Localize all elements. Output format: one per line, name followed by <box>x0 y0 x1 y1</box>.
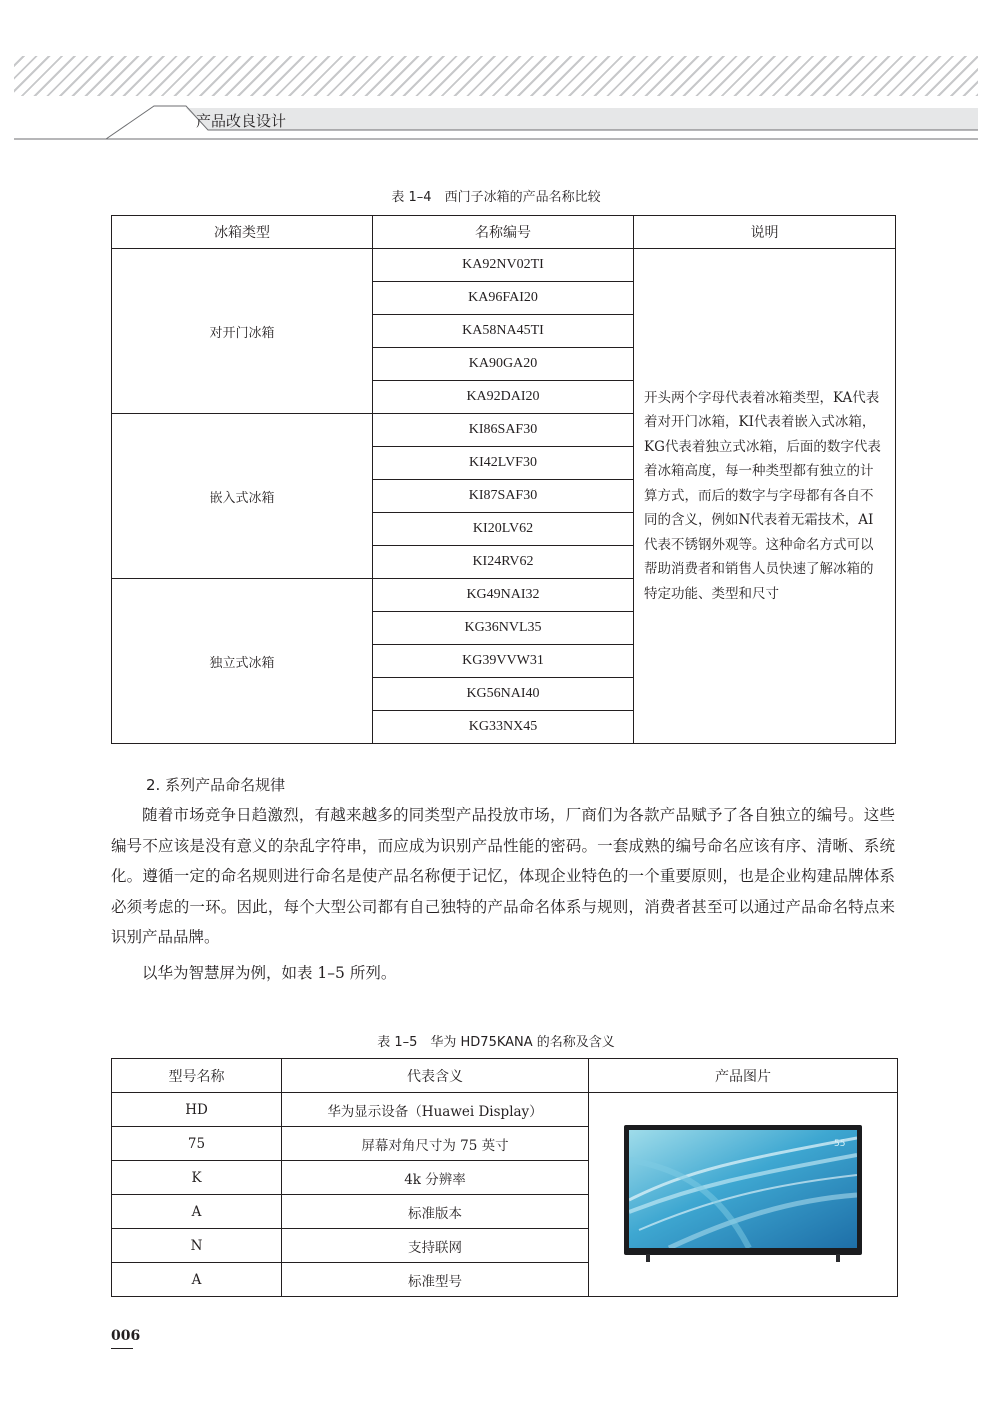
model-code-cell: KG56NAI40 <box>373 678 634 711</box>
section-heading: 2. 系列产品命名规律 <box>146 776 286 794</box>
description-cell: 开头两个字母代表着冰箱类型，KA代表着对开门冰箱，KI代表着嵌入式冰箱，KG代表着独立式冰箱，后面的数字代表着冰箱高度，每一种类型都有独立的计算方式，而后的数字与字母都有各自不同的含义，例如N代表着无霜技术，AI代表不锈钢外观等。这种命名方式可以帮助消费者和销售人员快速了解冰箱的特定功能、类型和尺寸 <box>634 249 896 744</box>
table-header-cell: 产品图片 <box>589 1059 898 1093</box>
model-letter-cell: K <box>112 1161 282 1195</box>
meaning-cell: 标准版本 <box>282 1195 589 1229</box>
header-bar <box>14 100 978 140</box>
page-number: 006 <box>111 1328 141 1344</box>
fridge-type-cell: 独立式冰箱 <box>112 579 373 744</box>
model-code-cell: KG39VVW31 <box>373 645 634 678</box>
model-code-cell: KI20LV62 <box>373 513 634 546</box>
table-row <box>112 249 896 282</box>
model-letter-cell: 75 <box>112 1127 282 1161</box>
model-code-cell: KI86SAF30 <box>373 414 634 447</box>
page-number-rule <box>111 1348 133 1349</box>
table-1-5-caption: 表 1–5 华为 HD75KANA 的名称及含义 <box>377 1035 615 1050</box>
table-header-cell: 型号名称 <box>112 1059 282 1093</box>
body-paragraph: 以华为智慧屏为例，如表 1–5 所列。 <box>142 964 397 982</box>
header-hatch-band <box>14 56 978 96</box>
meaning-cell: 支持联网 <box>282 1229 589 1263</box>
model-letter-cell: HD <box>112 1093 282 1127</box>
tv-stand-leg <box>836 1254 840 1262</box>
model-code-cell: KA92NV02TI <box>373 249 634 282</box>
model-letter-cell: A <box>112 1195 282 1229</box>
product-image-cell <box>589 1093 898 1297</box>
meaning-cell: 屏幕对角尺寸为 75 英寸 <box>282 1127 589 1161</box>
table-1-5 <box>111 1058 898 1297</box>
table-1-4-caption: 表 1–4 西门子冰箱的产品名称比较 <box>391 190 601 205</box>
table-header-cell: 冰箱类型 <box>112 216 373 249</box>
model-code-cell: KI87SAF30 <box>373 480 634 513</box>
fridge-type-cell: 嵌入式冰箱 <box>112 414 373 579</box>
body-paragraph: 随着市场竞争日趋激烈，有越来越多的同类型产品投放市场，厂商们为各款产品赋予了各自独立的编号。这些编号不应该是没有意义的杂乱字符串，而应成为识别产品性能的密码。一套成熟的编号命名应该有序、清晰、系统化。遵循一定的命名规则进行命名是使产品名称便于记忆，体现企业特色的一个重要原则，也是企业构建品牌体系必须考虑的一环。因此，每个大型公司都有自己独特的产品命名体系与规则，消费者甚至可以通过产品命名特点来识别产品品牌。 <box>111 806 895 946</box>
model-code-cell: KG36NVL35 <box>373 612 634 645</box>
table-1-4 <box>111 215 896 744</box>
model-code-cell: KI24RV62 <box>373 546 634 579</box>
table-header-cell: 代表含义 <box>282 1059 589 1093</box>
model-code-cell: KA96FAI20 <box>373 282 634 315</box>
meaning-cell: 华为显示设备（Huawei Display） <box>282 1093 589 1127</box>
model-code-cell: KA58NA45TI <box>373 315 634 348</box>
model-code-cell: KG33NX45 <box>373 711 634 744</box>
tv-screen <box>629 1130 857 1248</box>
model-code-cell: KI42LVF30 <box>373 447 634 480</box>
meaning-cell: 标准型号 <box>282 1263 589 1297</box>
fridge-type-cell: 对开门冰箱 <box>112 249 373 414</box>
tv-product-image <box>624 1125 862 1265</box>
model-code-cell: KG49NAI32 <box>373 579 634 612</box>
table-header-cell: 名称编号 <box>373 216 634 249</box>
table-header-cell: 说明 <box>634 216 896 249</box>
table-row <box>112 1093 898 1127</box>
meaning-cell: 4k 分辨率 <box>282 1161 589 1195</box>
running-header-title: 产品改良设计 <box>196 112 287 130</box>
tv-corner-label: 55 <box>834 1138 846 1149</box>
tv-stand-leg <box>646 1254 650 1262</box>
model-letter-cell: A <box>112 1263 282 1297</box>
model-code-cell: KA90GA20 <box>373 348 634 381</box>
model-letter-cell: N <box>112 1229 282 1263</box>
model-code-cell: KA92DAI20 <box>373 381 634 414</box>
